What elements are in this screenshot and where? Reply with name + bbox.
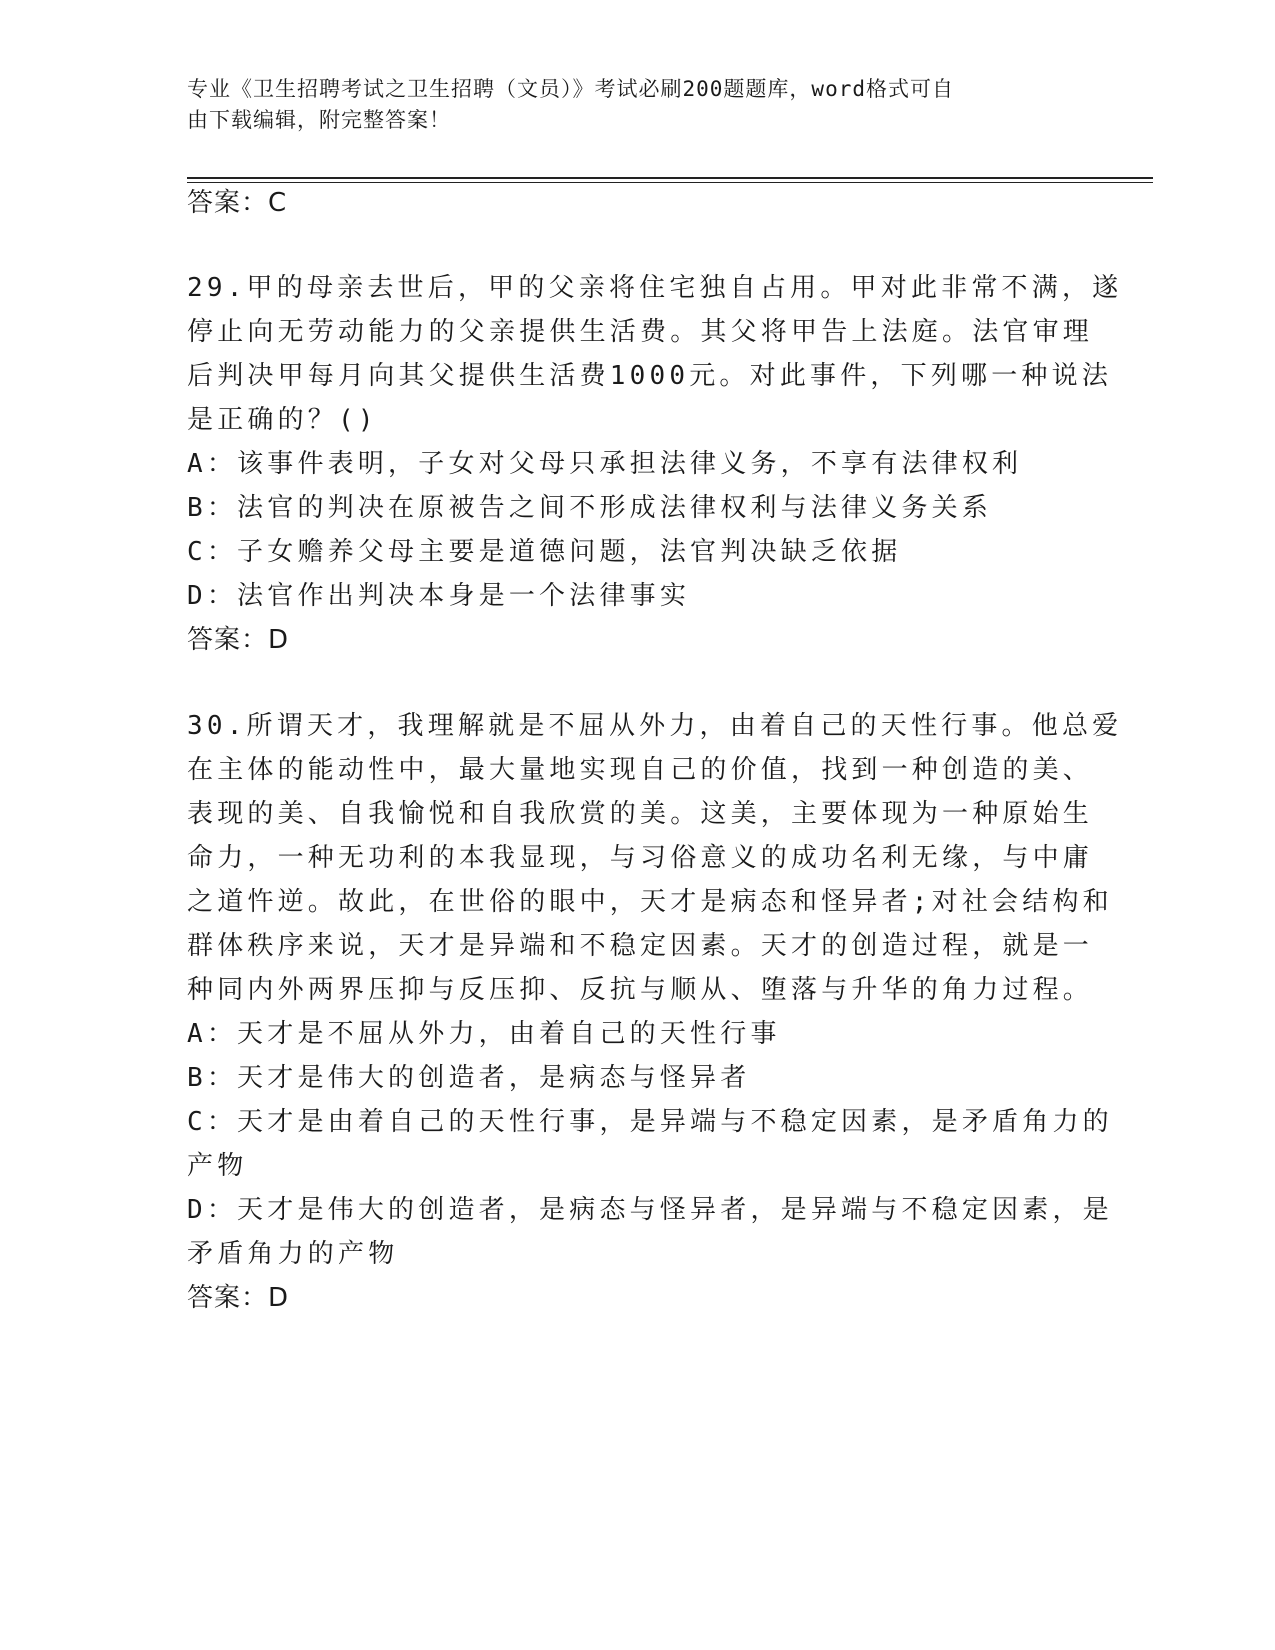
q30-text-line-6: 群体秩序来说，天才是异端和不稳定因素。天才的创造过程，就是一: [187, 931, 1094, 961]
q30-option-a: A：天才是不屈从外力，由着自己的天性行事: [187, 1019, 781, 1049]
q30-text-line-4: 命力，一种无功利的本我显现，与习俗意义的成功名利无缘，与中庸: [187, 843, 1094, 873]
previous-answer: 答案：C: [187, 188, 288, 218]
document-header: [187, 74, 1067, 136]
header-divider-thick: [187, 177, 1153, 179]
q30-text-line-5: 之道忤逆。故此，在世俗的眼中，天才是病态和怪异者;对社会结构和: [187, 887, 1113, 917]
q30-answer: 答案：D: [187, 1283, 290, 1313]
q29-text-line-2: 停止向无劳动能力的父亲提供生活费。其父将甲告上法庭。法官审理: [187, 317, 1094, 347]
header-line-2: 由下载编辑，附完整答案！: [187, 108, 451, 132]
q29-option-b: B：法官的判决在原被告之间不形成法律权利与法律义务关系: [187, 493, 993, 523]
header-divider-thin: [187, 182, 1153, 183]
q30-text-line-7: 种同内外两界压抑与反压抑、反抗与顺从、堕落与升华的角力过程。: [187, 975, 1094, 1005]
q30-text-line-2: 在主体的能动性中，最大量地实现自己的价值，找到一种创造的美、: [187, 755, 1094, 785]
q29-text-line-4: 是正确的？(): [187, 405, 378, 435]
header-line-1: 专业《卫生招聘考试之卫生招聘（文员）》考试必刷200题题库，word格式可自: [187, 77, 954, 101]
q30-text-line-1: 30.所谓天才，我理解就是不屈从外力，由着自己的天性行事。他总爱: [187, 711, 1123, 741]
q30-option-d-continued: 矛盾角力的产物: [187, 1239, 399, 1269]
q29-option-d: D：法官作出判决本身是一个法律事实: [187, 581, 691, 611]
q30-option-b: B：天才是伟大的创造者，是病态与怪异者: [187, 1063, 751, 1093]
q29-text-line-3: 后判决甲每月向其父提供生活费1000元。对此事件，下列哪一种说法: [187, 361, 1113, 391]
q29-option-c: C：子女赡养父母主要是道德问题，法官判决缺乏依据: [187, 537, 902, 567]
q29-answer: 答案：D: [187, 625, 290, 655]
q30-option-c-continued: 产物: [187, 1151, 248, 1181]
q30-option-d: D：天才是伟大的创造者，是病态与怪异者，是异端与不稳定因素，是: [187, 1195, 1113, 1225]
q29-text-line-1: 29.甲的母亲去世后，甲的父亲将住宅独自占用。甲对此非常不满，遂: [187, 273, 1123, 303]
q30-text-line-3: 表现的美、自我愉悦和自我欣赏的美。这美，主要体现为一种原始生: [187, 799, 1094, 829]
q29-option-a: A：该事件表明，子女对父母只承担法律义务，不享有法律权利: [187, 449, 1023, 479]
q30-option-c: C：天才是由着自己的天性行事，是异端与不稳定因素，是矛盾角力的: [187, 1107, 1113, 1137]
